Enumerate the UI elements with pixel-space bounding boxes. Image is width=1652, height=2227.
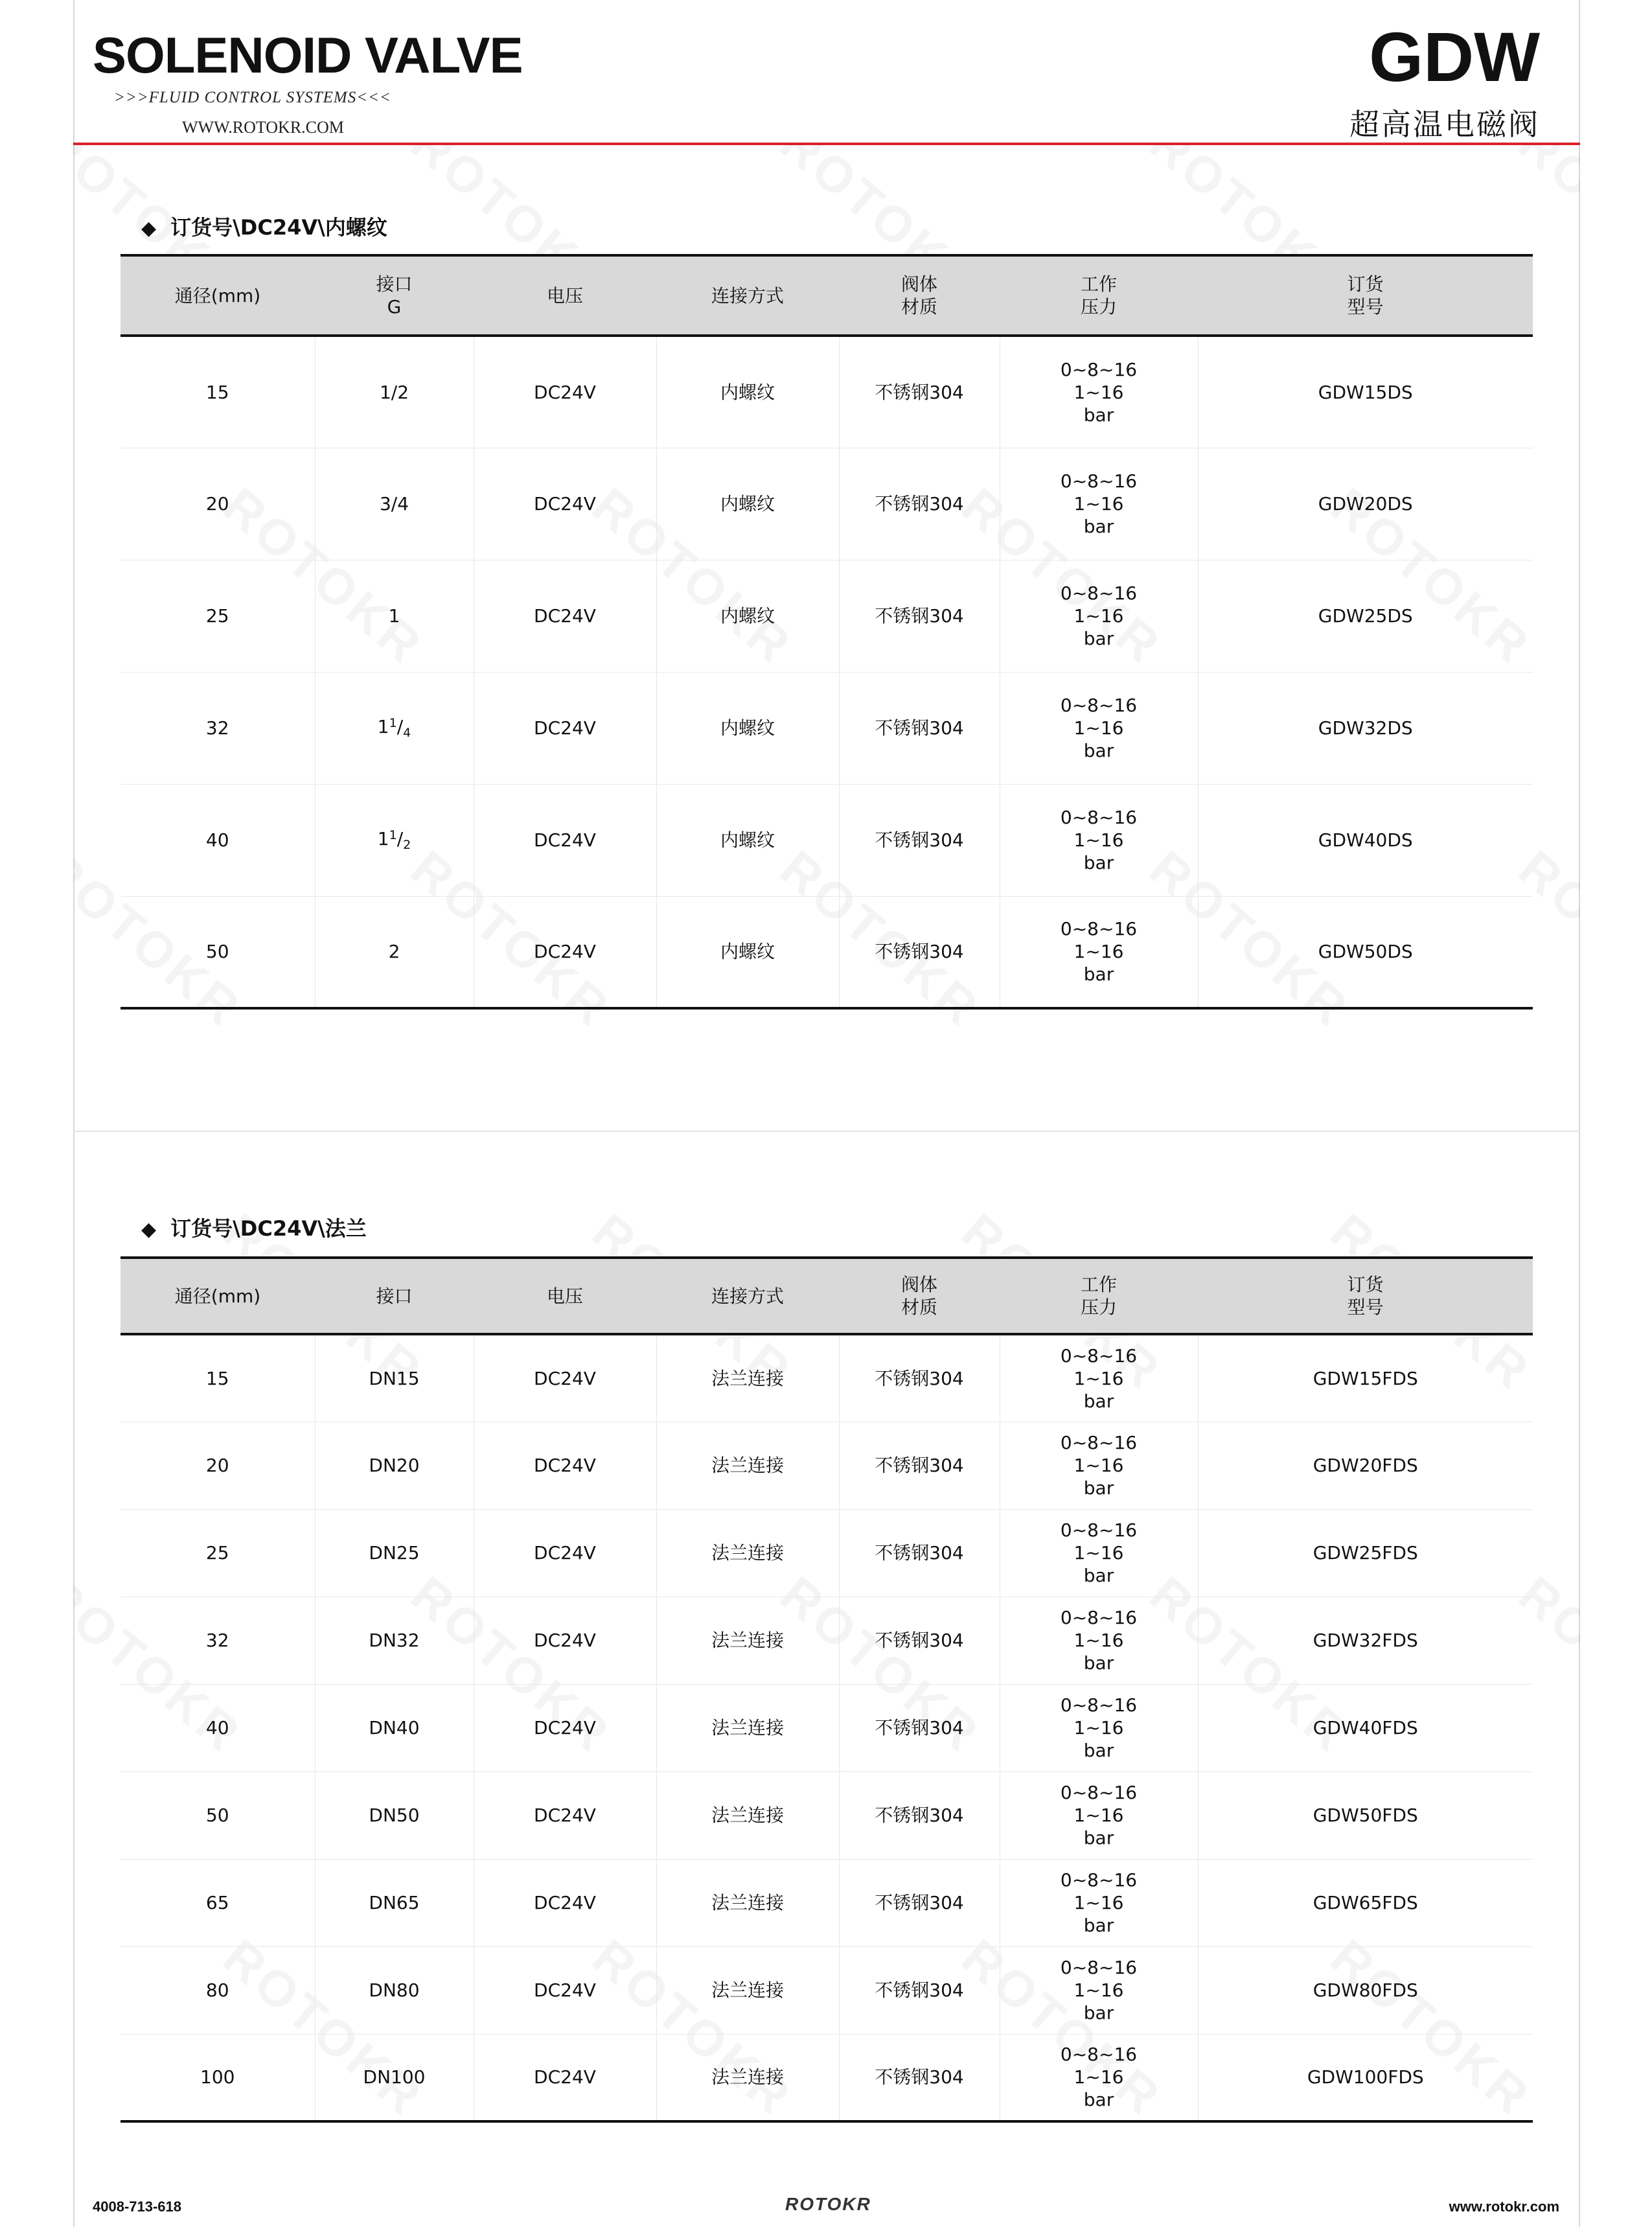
cell-bore-diameter: 15 [120,1334,315,1422]
cell-bore-diameter: 40 [120,784,315,896]
cell-bore-diameter: 80 [120,1946,315,2034]
cell-voltage: DC24V [474,672,656,784]
cell-voltage: DC24V [474,784,656,896]
cell-pressure [1000,896,1198,1008]
cell-connection: 法兰连接 [656,1684,839,1771]
pressure-line: 0~8~16 [1060,1694,1138,1716]
cell-connection: 内螺纹 [656,336,839,448]
pressure-line: bar [1083,1565,1114,1586]
cell-voltage: DC24V [474,560,656,672]
pressure-line: 0~8~16 [1060,918,1138,940]
cell-order-model: GDW50DS [1198,896,1533,1008]
pressure-line: bar [1083,2002,1114,2024]
pressure-line: 1~16 [1073,1979,1124,2001]
cell-pressure [1000,1509,1198,1597]
header-line-1: 阀体 [901,273,937,295]
pressure-line: 0~8~16 [1060,358,1138,380]
cell-material: 不锈钢304 [839,1946,1000,2034]
column-header: 电压 [474,1258,656,1334]
port-numerator: 1 [389,715,397,730]
table-row [120,1422,1533,1509]
cell-order-model: GDW15DS [1198,336,1533,448]
order-table-threaded [120,254,1533,1010]
cell-voltage: DC24V [474,1597,656,1684]
cell-order-model: GDW80FDS [1198,1946,1533,2034]
cell-port: DN20 [315,1422,474,1509]
cell-bore-diameter: 25 [120,1509,315,1597]
cell-order-model: GDW65FDS [1198,1859,1533,1946]
cell-connection: 法兰连接 [656,2034,839,2121]
port-numerator: 1 [389,827,397,842]
pressure-line: 0~8~16 [1060,1519,1138,1541]
model-code: GDW [1369,17,1540,96]
table-row [120,1946,1533,2034]
header-line-2: 材质 [901,1297,937,1318]
pressure-line: 0~8~16 [1060,1432,1138,1453]
pressure-line: bar [1083,516,1114,537]
pressure-line: bar [1083,1827,1114,1849]
cell-pressure [1000,784,1198,896]
header-line-1: 订货 [1347,1274,1384,1295]
cell-pressure [1000,1334,1198,1422]
cell-voltage: DC24V [474,1859,656,1946]
header-line-2: 压力 [1080,296,1117,317]
page-header [73,0,1580,145]
pressure-line: bar [1083,404,1114,426]
table-row [120,2034,1533,2121]
table-row [120,1509,1533,1597]
cell-material: 不锈钢304 [839,1859,1000,1946]
cell-bore-diameter: 50 [120,896,315,1008]
pressure-line: 1~16 [1073,1717,1124,1738]
cell-pressure [1000,1422,1198,1509]
cell-connection: 法兰连接 [656,1771,839,1859]
pressure-line: bar [1083,2089,1114,2111]
cell-material: 不锈钢304 [839,1684,1000,1771]
cell-bore-diameter: 15 [120,336,315,448]
cell-connection: 内螺纹 [656,896,839,1008]
brand-tagline: >>>FLUID CONTROL SYSTEMS<<< [114,89,391,106]
cell-voltage: DC24V [474,896,656,1008]
column-header [839,255,1000,336]
cell-voltage: DC24V [474,2034,656,2121]
pressure-line: 1~16 [1073,493,1124,514]
cell-bore-diameter: 20 [120,1422,315,1509]
diamond-bullet-icon: ◆ [141,1218,157,1241]
pressure-line: 1~16 [1073,1367,1124,1389]
cell-connection: 法兰连接 [656,1946,839,2034]
cell-port: $1^1/_2$ [315,784,474,896]
header-line-2: G [387,296,402,317]
cell-order-model: GDW25DS [1198,560,1533,672]
cell-material: 不锈钢304 [839,896,1000,1008]
pressure-line: 0~8~16 [1060,583,1138,604]
pressure-line: bar [1083,1390,1114,1412]
column-header [1198,255,1533,336]
cell-connection: 内螺纹 [656,560,839,672]
model-name: 超高温电磁阀 [1349,107,1540,142]
cell-material: 不锈钢304 [839,1509,1000,1597]
cell-pressure [1000,1771,1198,1859]
column-header: 连接方式 [656,1258,839,1334]
cell-order-model: GDW40DS [1198,784,1533,896]
pressure-line: bar [1083,1740,1114,1761]
table-row [120,672,1533,784]
cell-port: DN15 [315,1334,474,1422]
cell-material: 不锈钢304 [839,560,1000,672]
cell-order-model: GDW20DS [1198,448,1533,560]
cell-bore-diameter: 100 [120,2034,315,2121]
pressure-line: bar [1083,628,1114,649]
column-header [1198,1258,1533,1334]
table-row [120,896,1533,1008]
header-line-1: 订货 [1347,273,1384,295]
cell-order-model: GDW15FDS [1198,1334,1533,1422]
diamond-bullet-icon: ◆ [141,217,157,240]
cell-voltage: DC24V [474,1946,656,2034]
port-whole: 1 [377,715,389,737]
column-header: 接口 [315,1258,474,1334]
cell-order-model: GDW20FDS [1198,1422,1533,1509]
header-line-2: 型号 [1347,1297,1384,1318]
cell-voltage: DC24V [474,1771,656,1859]
cell-port: DN32 [315,1597,474,1684]
section-title-flange [141,1212,367,1242]
cell-connection: 内螺纹 [656,672,839,784]
header-line-1: 阀体 [901,1274,937,1295]
column-header: 通径(mm) [120,1258,315,1334]
table-row [120,448,1533,560]
footer-logo: ROTOKR [785,2194,871,2214]
cell-order-model: GDW32DS [1198,672,1533,784]
cell-port: DN80 [315,1946,474,2034]
cell-order-model: GDW50FDS [1198,1771,1533,1859]
pressure-line: 1~16 [1073,829,1124,851]
pressure-line: 0~8~16 [1060,695,1138,716]
column-header: 连接方式 [656,255,839,336]
table-row [120,784,1533,896]
cell-connection: 法兰连接 [656,1422,839,1509]
table-row [120,1771,1533,1859]
footer-phone: 4008-713-618 [93,2198,182,2215]
section-title-text: 订货号\DC24V\内螺纹 [170,215,387,240]
cell-material: 不锈钢304 [839,1334,1000,1422]
header-line-1: 工作 [1080,1274,1117,1295]
cell-port: DN40 [315,1684,474,1771]
cell-pressure [1000,1684,1198,1771]
column-header [1000,255,1198,336]
pressure-line: 1~16 [1073,1892,1124,1913]
pressure-line: bar [1083,1652,1114,1674]
cell-voltage: DC24V [474,1334,656,1422]
pressure-line: 1~16 [1073,1630,1124,1651]
cell-pressure [1000,448,1198,560]
pressure-line: 1~16 [1073,1455,1124,1476]
pressure-line: bar [1083,963,1114,986]
table-header-row [120,1258,1533,1334]
brand-url: WWW.ROTOKR.COM [182,118,344,137]
table-row [120,1684,1533,1771]
cell-pressure [1000,672,1198,784]
cell-port: $1^1/_4$ [315,672,474,784]
cell-material: 不锈钢304 [839,1597,1000,1684]
pressure-line: 0~8~16 [1060,1782,1138,1803]
pressure-line: 0~8~16 [1060,807,1138,828]
pressure-line: 1~16 [1073,941,1124,963]
column-header: 电压 [474,255,656,336]
cell-port: 1 [315,560,474,672]
pressure-line: bar [1083,1477,1114,1499]
pressure-line: 0~8~16 [1060,2044,1138,2066]
port-denominator: 2 [403,837,411,852]
table-row [120,1597,1533,1684]
pressure-line: bar [1083,740,1114,761]
cell-material: 不锈钢304 [839,2034,1000,2121]
order-table-flange [120,1256,1533,2123]
footer-website: www.rotokr.com [1449,2198,1559,2215]
header-line-2: 材质 [901,296,937,317]
cell-bore-diameter: 20 [120,448,315,560]
header-line-1: 工作 [1080,273,1117,295]
cell-voltage: DC24V [474,1422,656,1509]
column-header [839,1258,1000,1334]
pressure-line: 1~16 [1073,1805,1124,1826]
pressure-line: 1~16 [1073,605,1124,627]
cell-bore-diameter: 40 [120,1684,315,1771]
cell-voltage: DC24V [474,1684,656,1771]
cell-connection: 法兰连接 [656,1509,839,1597]
table-row [120,336,1533,448]
pressure-line: 1~16 [1073,381,1124,403]
cell-material: 不锈钢304 [839,1422,1000,1509]
cell-order-model: GDW32FDS [1198,1597,1533,1684]
pressure-line: bar [1083,1915,1114,1936]
pressure-line: 1~16 [1073,1542,1124,1564]
header-line-2: 型号 [1347,296,1384,317]
pressure-line: 1~16 [1073,717,1124,739]
cell-pressure [1000,336,1198,448]
cell-port: 3/4 [315,448,474,560]
cell-voltage: DC24V [474,1509,656,1597]
cell-port: DN65 [315,1859,474,1946]
cell-connection: 法兰连接 [656,1334,839,1422]
cell-material: 不锈钢304 [839,448,1000,560]
cell-connection: 法兰连接 [656,1597,839,1684]
pressure-line: 1~16 [1073,2066,1124,2088]
pressure-line: 0~8~16 [1060,470,1138,492]
cell-material: 不锈钢304 [839,784,1000,896]
cell-material: 不锈钢304 [839,1771,1000,1859]
cell-port: 2 [315,896,474,1008]
cell-bore-diameter: 65 [120,1859,315,1946]
cell-order-model: GDW100FDS [1198,2034,1533,2121]
cell-port: DN100 [315,2034,474,2121]
cell-pressure [1000,560,1198,672]
pressure-line: 0~8~16 [1060,1607,1138,1628]
brand-title: SOLENOID VALVE [93,27,523,84]
pressure-line: 0~8~16 [1060,1957,1138,1978]
pressure-line: 0~8~16 [1060,1344,1138,1367]
header-line-1: 接口 [376,273,413,295]
cell-bore-diameter: 32 [120,1597,315,1684]
cell-bore-diameter: 25 [120,560,315,672]
cell-connection: 内螺纹 [656,784,839,896]
port-whole: 1 [377,827,389,849]
cell-material: 不锈钢304 [839,336,1000,448]
table-header-row [120,255,1533,336]
cell-pressure [1000,1946,1198,2034]
section-title-text: 订货号\DC24V\法兰 [170,1216,367,1241]
cell-bore-diameter: 50 [120,1771,315,1859]
cell-voltage: DC24V [474,336,656,448]
cell-order-model: GDW25FDS [1198,1509,1533,1597]
cell-pressure [1000,1597,1198,1684]
column-header [1000,1258,1198,1334]
pressure-line: bar [1083,852,1114,873]
cell-port: 1/2 [315,336,474,448]
column-header [315,255,474,336]
cell-voltage: DC24V [474,448,656,560]
cell-pressure [1000,1859,1198,1946]
cell-port: DN50 [315,1771,474,1859]
section-title-threaded [141,211,387,241]
cell-connection: 内螺纹 [656,448,839,560]
cell-order-model: GDW40FDS [1198,1684,1533,1771]
port-denominator: 4 [403,725,411,740]
cell-pressure [1000,2034,1198,2121]
cell-material: 不锈钢304 [839,672,1000,784]
table-row [120,1859,1533,1946]
cell-bore-diameter: 32 [120,672,315,784]
column-header: 通径(mm) [120,255,315,336]
table-row [120,1334,1533,1422]
cell-port: DN25 [315,1509,474,1597]
cell-connection: 法兰连接 [656,1859,839,1946]
header-line-2: 压力 [1080,1297,1117,1318]
pressure-line: 0~8~16 [1060,1869,1138,1891]
section-divider [73,1131,1580,1132]
table-row [120,560,1533,672]
